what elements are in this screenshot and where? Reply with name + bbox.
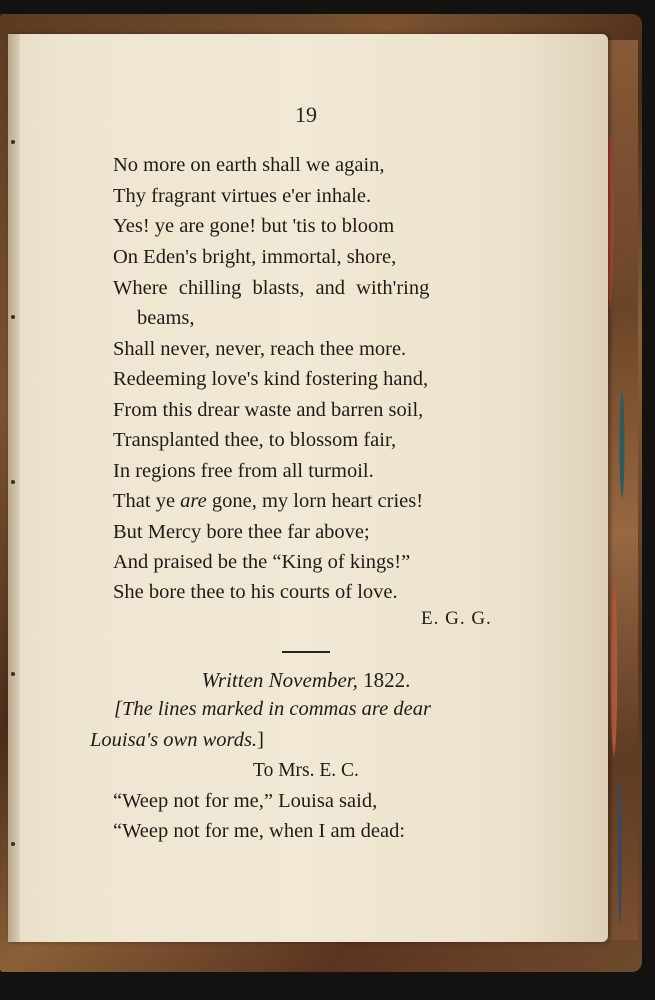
poem-line: Transplanted thee, to blossom fair, [113,429,397,451]
page-number: 19 [295,102,317,127]
poem-line: On Eden's bright, immortal, shore, [113,246,397,268]
poem-line: “Weep not for me, when I am dead: [113,820,406,842]
poem-line: Shall never, never, reach thee more. [113,338,407,360]
poem-line: beams, [137,307,195,329]
section-divider [282,651,330,653]
poem-line: Thy fragrant virtues e'er inhale. [113,185,372,207]
poem-line: Yes! ye are gone! but 'tis to bloom [113,215,395,237]
author-signature: E. G. G. [421,608,492,629]
dedication: To Mrs. E. C. [253,760,359,781]
poem-line: That ye are gone, my lorn heart cries! [113,490,424,512]
poem-line: No more on earth shall we again, [113,154,385,176]
poem-line: From this drear waste and barren soil, [113,399,424,421]
section-heading: Written November, 1822. [201,668,411,692]
poem-line: She bore thee to his courts of love. [113,581,398,603]
poem-line: But Mercy bore thee far above; [113,521,370,543]
poem-line: In regions free from all turmoil. [113,460,374,482]
editorial-note: Louisa's own words.] [90,729,264,751]
poem-line: Redeeming love's kind fostering hand, [113,368,429,390]
poem-line: “Weep not for me,” Louisa said, [113,790,378,812]
poem-line: And praised be the “King of kings!” [113,551,411,573]
poem-line: Where chilling blasts, and with'ring [113,277,430,299]
editorial-note: [The lines marked in commas are dear [114,698,431,720]
page-gutter [8,34,20,942]
